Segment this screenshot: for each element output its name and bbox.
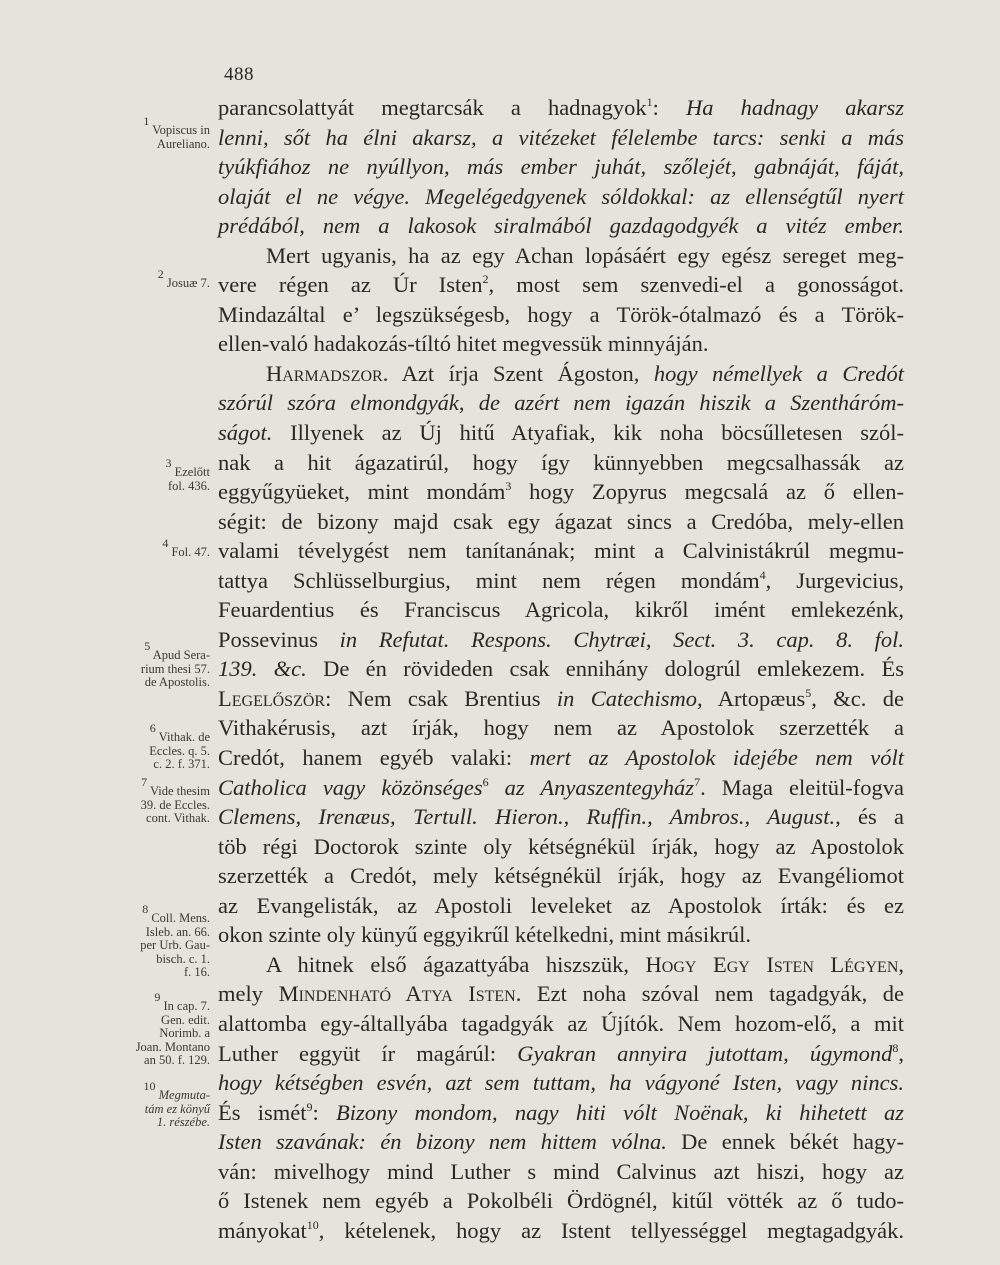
margin-note: $^8$ Coll. Mens. Isleb. an. 66. per Urb. Gau- bisch. c. 1. f. 16.	[140, 902, 210, 980]
text-line: Clemens, Irenæus, Tertull. Hieron., Ruffin., Ambros., August., és a	[218, 804, 905, 830]
text-line: Harmadszor. Azt írja Szent Ágoston, hogy némellyek a Credót	[266, 360, 904, 386]
text-line: prédából, nem a lakosok siralmából gazdagodgyék a vitéz ember.	[218, 213, 904, 239]
text-line: ő Istenek nem egyéb a Pokolbéli Ördögnél, kitűl vötték az ő tudo-	[218, 1188, 904, 1214]
page-number: 488	[224, 64, 254, 85]
text-line: parancsolattyát megtarcsák a hadnagyok$^1$: Ha hadnagy akarsz	[218, 95, 904, 120]
text-line: Mert ugyanis, ha az egy Achan lopásáért egy egész sereget meg-	[266, 242, 904, 268]
text-line: Isten szavának: én bizony nem hittem vólna. De ennek békét hagy-	[218, 1129, 904, 1155]
text-line: Legelőször: Nem csak Brentius in Catechismo, Artopæus$^5$, &c. de	[218, 685, 904, 711]
text-line: hogy kétségben esvén, azt sem tuttam, ha vágyoné Isten, vagy nincs.	[218, 1070, 904, 1096]
text-line: valami tévelygést nem tanítanának; mint a Calvinistákrúl megmu-	[218, 538, 904, 564]
margin-note: $^4$ Fol. 47.	[162, 536, 210, 559]
text-line: ellen-való hadakozás-tíltó hitet megvessük minnyáján.	[218, 331, 709, 357]
text-line: Mindazáltal e’ legszükségesb, hogy a Török-ótalmazó és a Török-	[218, 301, 904, 327]
margin-note: $^7$ Vide thesim 39. de Eccles. cont. Vithak.	[140, 775, 210, 826]
text-line: szórúl szóra elmondgyák, de azért nem igazán hiszik a Szentháróm-	[218, 390, 904, 416]
text-line: És ismét$^9$: Bizony mondom, nagy hiti vólt Noënak, ki hihetett az	[218, 1099, 904, 1125]
text-line: mely Mindenható Atya Isten. Ezt noha szóval nem tagadgyák, de	[218, 981, 904, 1007]
text-line: Luther eggyüt ír magárúl: Gyakran annyira jutottam, úgymond$^8$,	[218, 1040, 904, 1066]
margin-note: $^6$ Vithak. de Eccles. q. 5. c. 2. f. 371.	[149, 721, 210, 772]
text-line: 139. &c. De én rövideden csak ennihány dologrúl emlekezem. És	[218, 656, 904, 682]
text-line: ságot. Illyenek az Új hitű Atyafiak, kik noha böcsűlletesen szól-	[218, 420, 904, 446]
margin-note: $^5$ Apud Sera- rium thesi 57. de Apostolis.	[140, 639, 210, 690]
text-line: olaját el ne végye. Megelégedgyenek sóldokkal: az ellenségtűl nyert	[218, 183, 904, 209]
margin-note: $^1$ Vopiscus in Aureliano.	[143, 114, 210, 151]
margin-note: $^2$ Josuæ 7.	[157, 267, 210, 290]
text-line: vere régen az Úr Isten$^2$, most sem szenvedi-el a gonosságot.	[218, 272, 904, 298]
text-line: ségit: de bizony majd csak egy ágazat sincs a Credóba, mely-ellen	[218, 508, 904, 534]
text-line: az Evangelisták, az Apostoli leveleket az Apostolok írták: és ez	[218, 892, 904, 918]
margin-note: $^3$ Ezelőtt fol. 436.	[165, 456, 210, 493]
margin-note: $^{10}$ Megmuta- tám ez könyű 1. részébe.	[143, 1079, 210, 1130]
text-line: mányokat$^{10}$, kételenek, hogy az Istent tellyességgel megtagadgyák.	[218, 1217, 904, 1243]
text-line: töb régi Doctorok szinte oly kétségnékül írják, hogy az Apostolok	[218, 833, 904, 859]
text-line: A hitnek első ágazattyába hiszszük, Hogy Egy Isten Légyen,	[266, 951, 904, 977]
text-line: tattya Schlüsselburgius, mint nem régen mondám$^4$, Jurgevicius,	[218, 567, 904, 593]
text-line: Credót, hanem egyéb valaki: mert az Apostolok idejébe nem vólt	[218, 745, 904, 771]
text-line: nak a hit ágazatirúl, hogy így künnyebben megcsalhassák az	[218, 449, 904, 475]
text-line: Feuardentius és Franciscus Agricola, kikről imént emlekezénk,	[218, 597, 904, 623]
text-line: okon szinte oly künyű eggyikrűl kételkedni, mint másikrúl.	[218, 922, 752, 948]
text-line: Possevinus in Refutat. Respons. Chytræi, Sect. 3. cap. 8. fol.	[218, 626, 904, 652]
text-line: Vithakérusis, azt írják, hogy nem az Apostolok szerzették a	[218, 715, 904, 741]
text-line: lenni, sőt ha élni akarsz, a vitézeket félelembe tarcs: senki a más	[218, 124, 904, 150]
text-line: tyúkfiához ne nyúllyon, más ember juhát, szőlejét, gabnáját, fáját,	[218, 154, 904, 180]
main-text-block	[218, 93, 904, 1245]
text-line: eggyűgyüeket, mint mondám$^3$ hogy Zopyrus megcsalá az ő ellen-	[218, 479, 904, 505]
text-line: alattomba egy-általlyába tagadgyák az Újítók. Nem hozom-elő, a mit	[218, 1010, 904, 1036]
text-line: Catholica vagy közönséges$^6$ az Anyaszentegyház$^7$. Maga eleitül-fogva	[218, 774, 905, 800]
text-line: ván: mivelhogy mind Luther s mind Calvinus azt hiszi, hogy az	[218, 1158, 904, 1184]
text-line: szerzették a Credót, mely kétségnékül írják, hogy az Evangéliomot	[218, 863, 904, 889]
margin-note: $^9$ In cap. 7. Gen. edit. Norimb. a Joan. Montano an 50. f. 129.	[135, 990, 210, 1068]
